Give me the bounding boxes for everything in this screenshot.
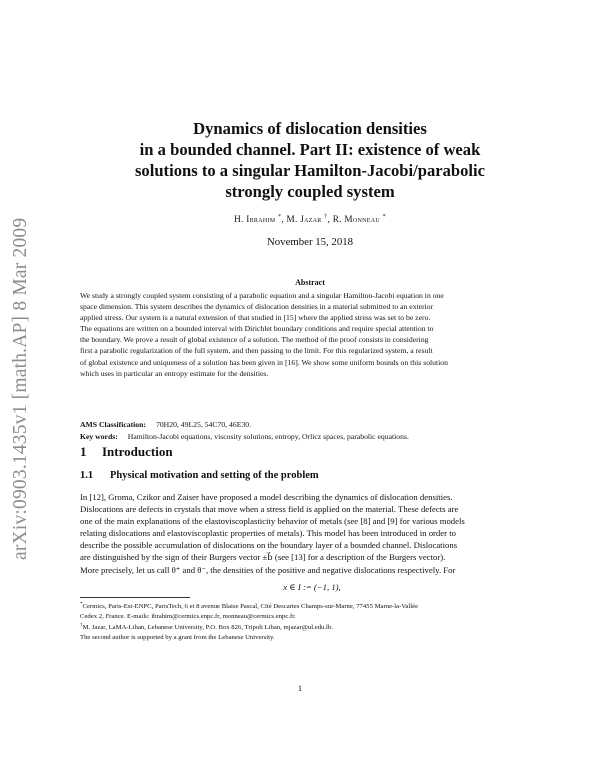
abstract-line: space dimension. This system describes the dynamics of dislocation densities in a material submitted to an exterior <box>80 302 434 312</box>
keywords-value: Hamilton-Jacobi equations, viscosity solutions, entropy, Orlicz spaces, parabolic equations. <box>127 432 409 441</box>
footnote-text: Cermics, Paris-Est-ENPC, ParisTech, 6 et 8 avenue Blaise Pascal, Cité Descartes Champs-sur-Marne, 77455 Marne-la-Vallée <box>82 603 419 611</box>
affiliation-mark: * <box>278 214 282 220</box>
body-line: In [12], Groma, Czikor and Zaiser have proposed a model describing the dynamics of dislocation densities. <box>80 492 453 502</box>
ams-label: AMS Classification: <box>80 420 146 429</box>
subsection-title: Physical motivation and setting of the problem <box>110 470 319 481</box>
footnote-line <box>80 621 544 633</box>
footnote-rule <box>80 597 190 598</box>
author-name: H. Ibrahim <box>234 214 276 225</box>
body-line: are distinguished by the sign of their Burgers vector ±b⃗ (see [13] for a description of the Burgers vector). <box>80 552 446 563</box>
abstract-line: which uses in particular an entropy estimate for the densities. <box>80 368 269 378</box>
author-name: M. Jazar <box>286 214 322 225</box>
body-line: one of the main explanations of the elastoviscoplasticity behavior of metals (see [8] and [9] for various models <box>80 516 465 527</box>
author-list: H. Ibrahim *, M. Jazar †, R. Monneau * <box>234 214 386 225</box>
ams-value: 70H20, 49L25, 54C70, 46E30. <box>155 420 252 429</box>
footnote-line <box>80 612 544 622</box>
arxiv-identifier: arXiv:0903.1435v1 [math.AP] 8 Mar 2009 <box>10 217 31 560</box>
footnote-text: The second author is supported by a grant from the Lebanese University. <box>80 634 275 642</box>
abstract-heading: Abstract <box>295 278 325 287</box>
subsection-heading <box>80 470 319 481</box>
footnote-mark: † <box>80 623 83 629</box>
section-title: Introduction <box>102 444 173 459</box>
title-line: strongly coupled system <box>225 182 395 201</box>
body-line: describe the possible accumulation of dislocations on the boundary layer of a bounded channel. Dislocations <box>80 540 458 551</box>
paper-title <box>80 118 540 202</box>
abstract-line: We study a strongly coupled system consisting of a parabolic equation and a singular Hamilton-Jacobi equation in one <box>80 291 444 300</box>
footnote-text: M. Jazar, LaMA-Liban, Lebanese University, P.O. Box 826, Tripoli Liban, mjazar@ul.edu.lb. <box>82 624 333 632</box>
abstract-line: the boundary. We prove a result of global existence of a solution. The method of the proof consists in considering <box>80 335 429 345</box>
footnote-line <box>80 600 544 612</box>
footnote-line <box>80 633 544 643</box>
abstract-line: applied stress. Our system is a natural extension of that studied in [15] where the applied stress was set to be zero. <box>80 313 431 323</box>
keywords-label: Key words: <box>80 432 118 441</box>
footnote-mark: * <box>80 602 83 607</box>
body-line: More precisely, let us call θ⁺ and θ⁻, the densities of the positive and negative dislocations respectively. For <box>80 564 456 575</box>
affiliation-mark: † <box>324 214 328 220</box>
abstract-line: The equations are written on a bounded interval with Dirichlet boundary conditions and require special attention to <box>80 324 434 334</box>
ams-classification <box>80 420 251 429</box>
footnotes <box>80 600 544 643</box>
keywords <box>80 432 409 441</box>
title-line: solutions to a singular Hamilton-Jacobi/parabolic <box>134 161 486 180</box>
abstract-body <box>80 290 542 379</box>
body-text <box>80 491 544 576</box>
affiliation-mark: * <box>382 214 386 220</box>
abstract-line: first a parabolic regularization of the full system, and then passing to the limit. For this regularized system, a result <box>80 346 433 356</box>
abstract-line: of global existence and uniqueness of a solution has been given in [16]. We show some uniform bounds on this solution <box>80 357 448 367</box>
body-line: Dislocations are defects in crystals that move when a stress field is applied on the material. These defects are <box>80 504 459 515</box>
footnote-text: Cedex 2, France. E-mails: ibrahim@cermics.enpc.fr, monneau@cermics.enpc.fr. <box>80 612 296 620</box>
display-formula: x ∈ I := (−1, 1), <box>283 582 341 592</box>
paper-date: November 15, 2018 <box>266 236 354 248</box>
title-line: Dynamics of dislocation densities <box>193 119 427 138</box>
section-number: 1 <box>80 444 87 459</box>
author-name: R. Monneau <box>332 214 380 225</box>
title-line: in a bounded channel. Part II: existence of weak <box>139 140 481 159</box>
body-line: relating dislocations and elastoviscoplastic properties of metals). This model has been introduced in order to <box>80 528 456 539</box>
page-number: 1 <box>297 683 303 693</box>
section-heading <box>80 444 173 460</box>
subsection-number: 1.1 <box>80 470 94 481</box>
